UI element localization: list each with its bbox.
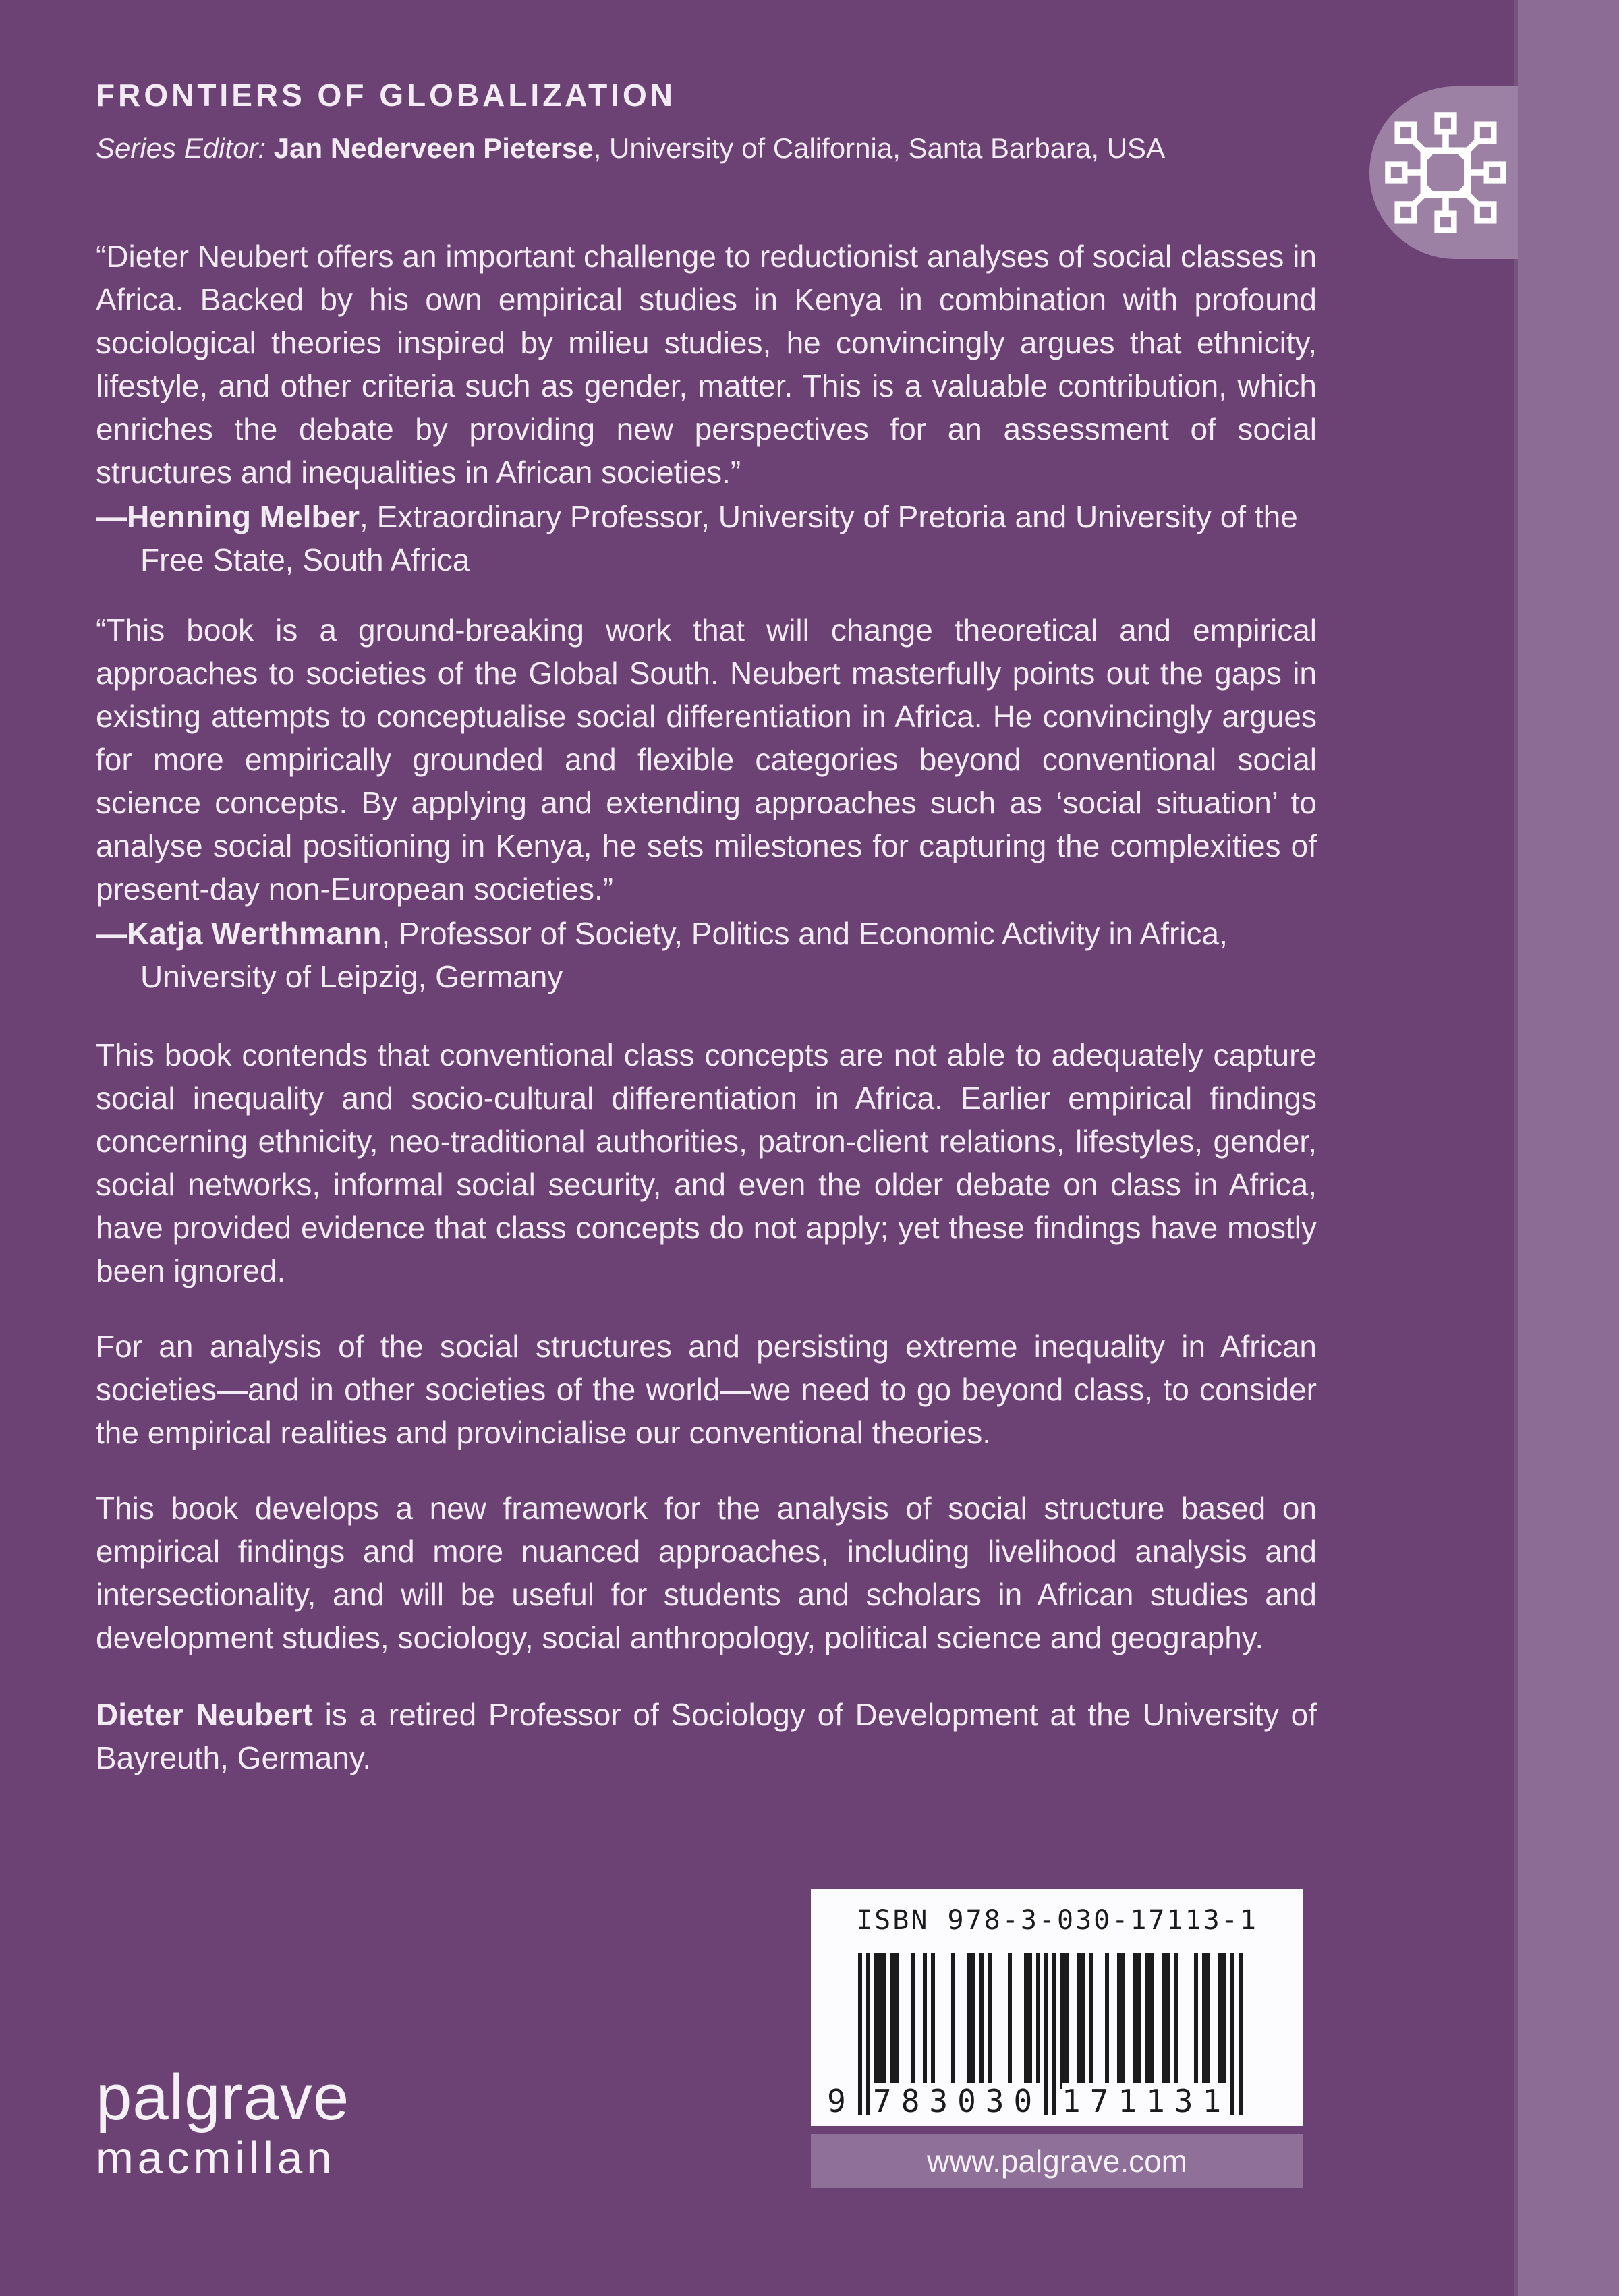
publisher-logo-macmillan: macmillan — [96, 2133, 336, 2183]
endorsement-quote-1: “Dieter Neubert offers an important challenge to reductionist analyses of social classes in Africa. Backed by his own empirical studies in Kenya in combination with profound sociological theories inspired by milieu studies, he convincingly argues that ethnicity, lifestyle, and other criteria such as gender, matter. This is a valuable contribution, which enriches the debate by providing new perspectives for an assessment of social structures and inequalities in African societies.” — [96, 239, 1317, 490]
website-bar — [811, 2134, 1303, 2188]
series-title: FRONTIERS OF GLOBALIZATION — [96, 78, 676, 113]
series-editor-name: Jan Nederveen Pieterse — [266, 132, 594, 164]
publisher-logo — [96, 2063, 349, 2184]
endorsement-attribution-2 — [96, 912, 1317, 998]
endorser-name: Henning Melber — [127, 499, 360, 534]
author-bio — [96, 1693, 1317, 1779]
barcode-digit-group2: 171131 — [1062, 2083, 1231, 2119]
website-url: www.palgrave.com — [926, 2144, 1188, 2179]
attribution-dash: — — [96, 499, 127, 534]
series-editor-affiliation: , University of California, Santa Barbara, USA — [593, 132, 1166, 164]
author-bio-text: is a retired Professor of Sociology of Development at the University of Bayreuth, Germany. — [96, 1697, 1317, 1775]
description-paragraph-2: For an analysis of the social structures and persisting extreme inequality in African societies—and in other societies of the world—we need to go beyond class, to consider the empirical realities and provincialise our conventional theories. — [96, 1329, 1317, 1450]
barcode-digit-left: 9 — [823, 2083, 850, 2119]
attribution-dash: — — [96, 916, 127, 951]
isbn-box — [811, 1889, 1303, 2126]
description-paragraph-1: This book contends that conventional class concepts are not able to adequately capture social inequality and socio-cultural differentiation in Africa. Earlier empirical findings concerning ethnicity, neo-traditional authorities, patron-client relations, lifestyles, gender, social networks, informal social security, and even the older debate on class in Africa, have provided evidence that class concepts do not apply; yet these findings have mostly been ignored. — [96, 1037, 1317, 1288]
author-name: Dieter Neubert — [96, 1697, 313, 1732]
publisher-logo-palgrave: palgrave — [96, 2061, 350, 2133]
isbn-label: ISBN 978-3-030-17113-1 — [856, 1905, 1258, 1936]
series-editor-label: Series Editor: — [96, 132, 266, 164]
barcode-digits — [827, 2083, 1243, 2119]
series-icon-tab — [1369, 86, 1518, 259]
series-editor-line — [96, 130, 1317, 167]
network-hub-icon — [1382, 109, 1510, 237]
right-edge-strip — [1514, 0, 1619, 2296]
endorsement-quote-2: “This book is a ground-breaking work that will change theoretical and empirical approaches to societies of the Global South. Neubert masterfully points out the gaps in existing attempts to conceptualise social differentiation in Africa. He convincingly argues for more empirically grounded and flexible categories beyond conventional social science concepts. By applying and extending approaches such as ‘social situation’ to analyse social positioning in Kenya, he sets milestones for capturing the complexities of present-day non-European societies.” — [96, 612, 1317, 907]
endorsement-attribution-1 — [96, 495, 1317, 581]
description-paragraph-3: This book develops a new framework for the analysis of social structure based on empirical findings and more nuanced approaches, including livelihood analysis and intersectionality, and will be useful for students and scholars in African studies and development studies, sociology, social anthropology, political science and geography. — [96, 1491, 1317, 1655]
barcode-digit-group1: 783030 — [873, 2083, 1042, 2119]
endorser-name: Katja Werthmann — [127, 916, 382, 951]
endorser-affiliation: , Extraordinary Professor, University of Pretoria and University of the Free State, South Africa — [140, 499, 1298, 577]
endorser-affiliation: , Professor of Society, Politics and Economic Activity in Africa, University of Leipzig, Germany — [140, 916, 1228, 994]
back-cover-text — [96, 0, 1317, 1779]
